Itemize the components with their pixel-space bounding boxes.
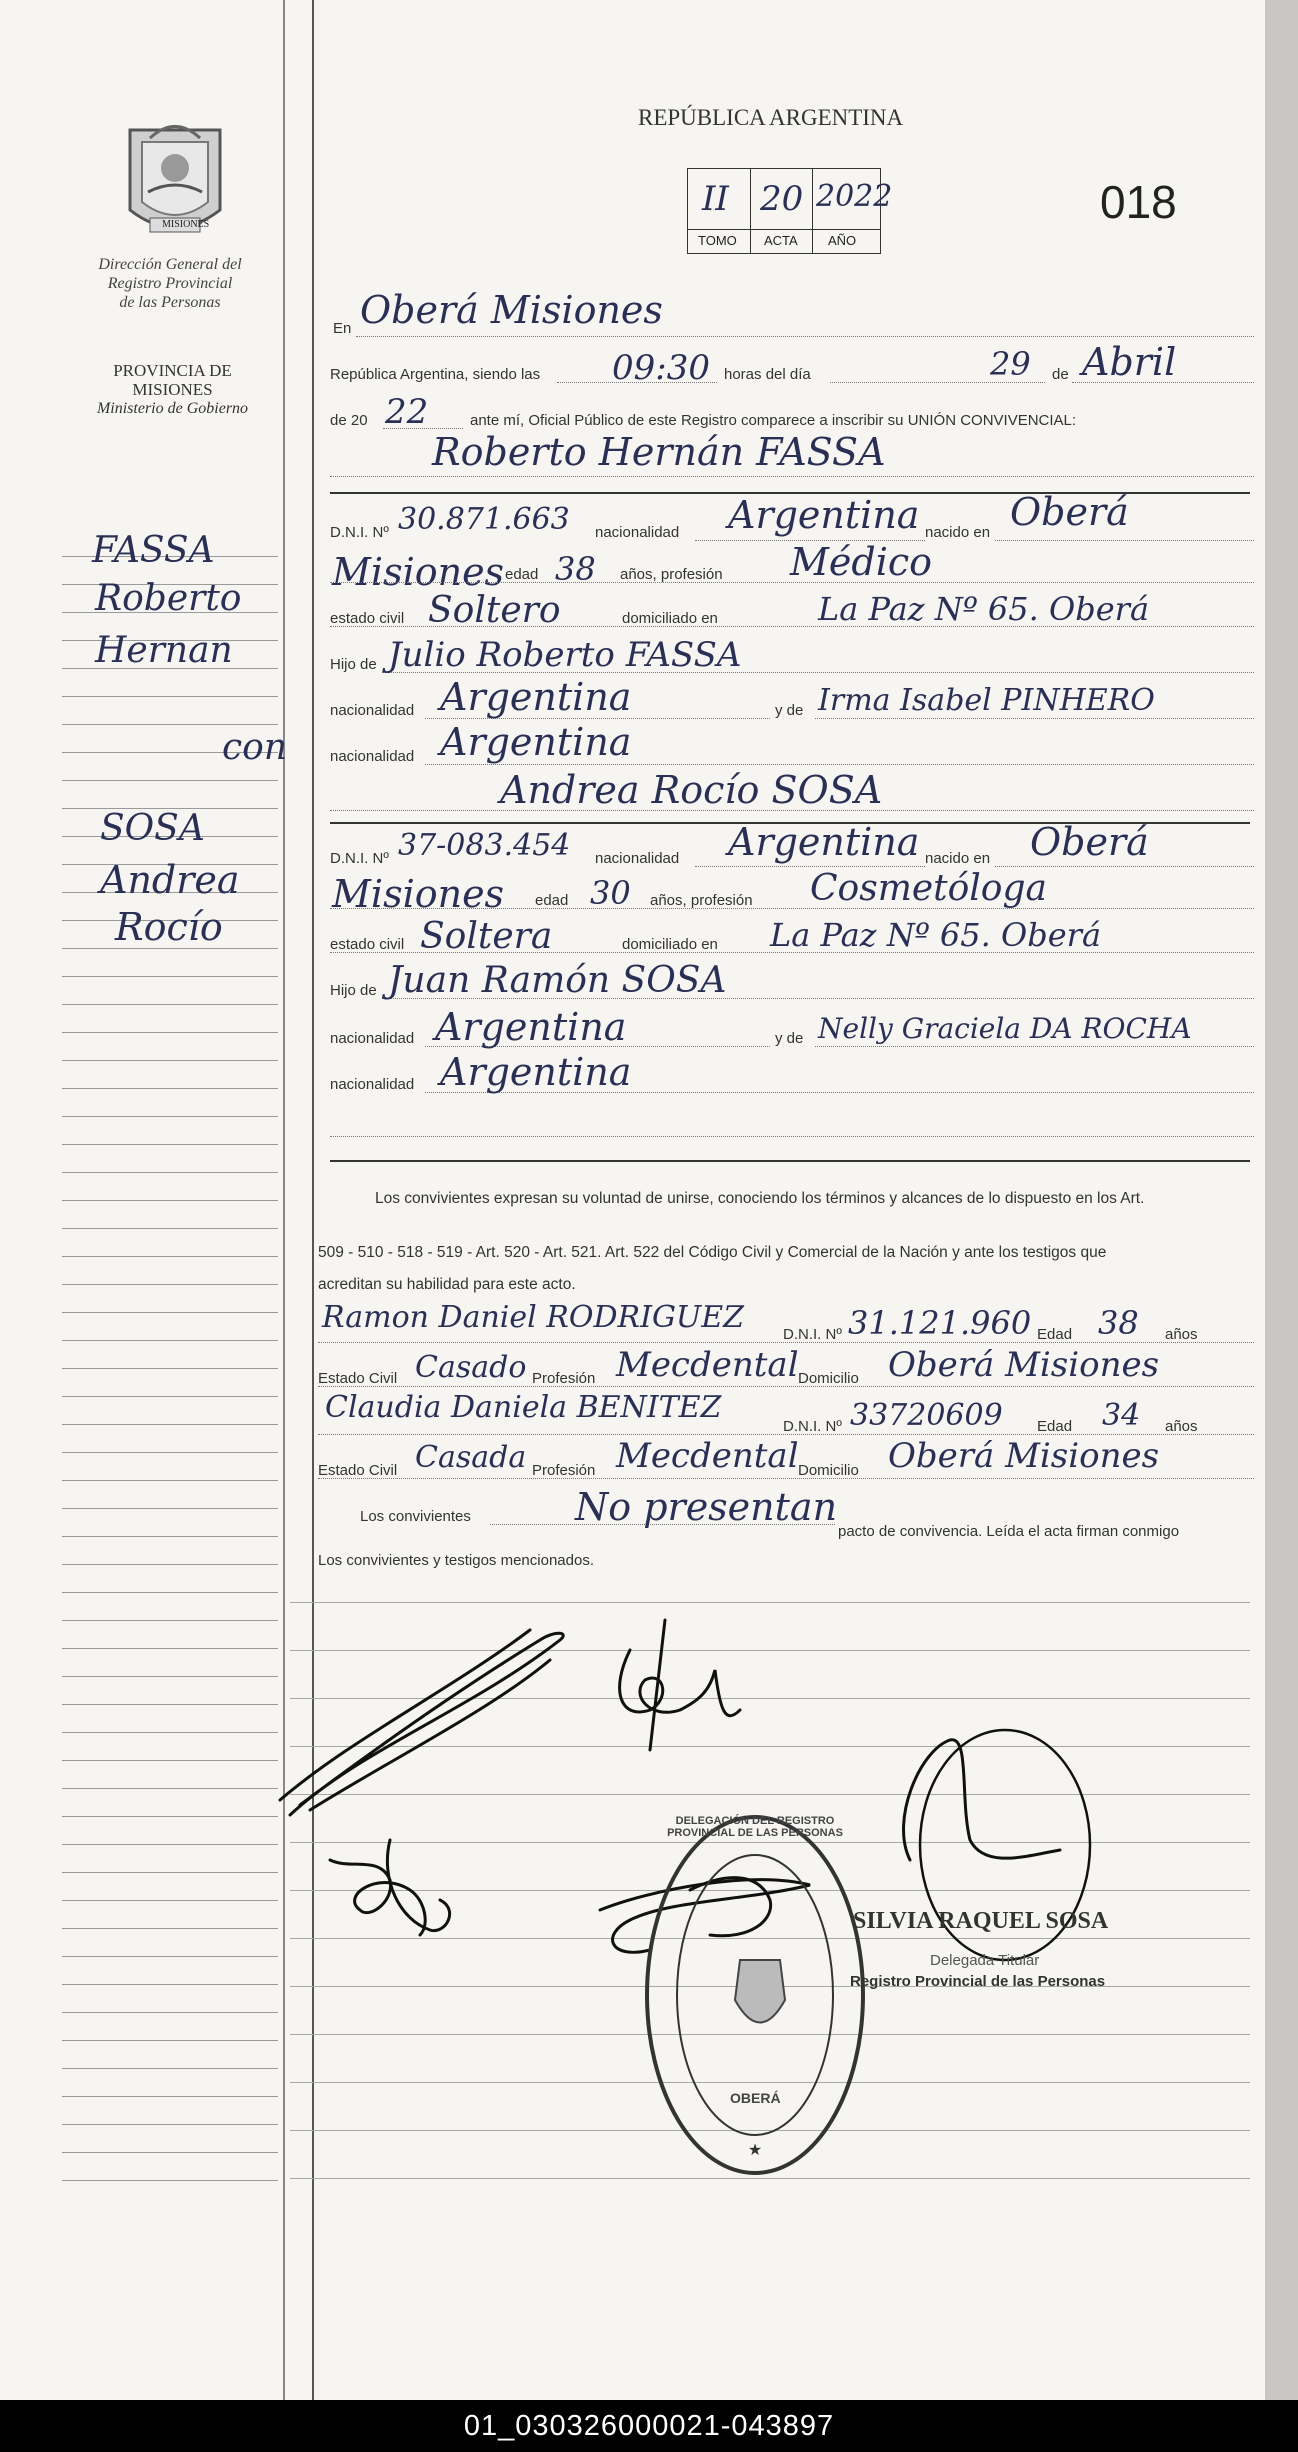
person1-profession: Médico [790,540,933,584]
person2-mother: Nelly Graciela DA ROCHA [818,1012,1192,1045]
acta-label: ACTA [764,233,798,248]
witness-anios-label: años [1165,1326,1198,1343]
witness-dni-label: D.N.I. Nº [783,1418,842,1435]
nacionalidad-label: nacionalidad [595,524,680,541]
margin-rule [62,1620,278,1621]
estado-civil-label: estado civil [330,610,405,627]
margin-rule [62,1564,278,1565]
margin-rule [62,1704,278,1705]
nacido-label: nacido en [925,524,991,541]
witness2-address: Oberá Misiones [888,1436,1160,1476]
person2-civil: Soltera [420,916,553,957]
margin-rule [62,1760,278,1761]
person2-born-in-2: Misiones [332,872,505,916]
witness1-dni: 31.121.960 [848,1304,1032,1342]
nacido-label: nacido en [925,850,991,867]
witness1-name: Ramon Daniel RODRIGUEZ [322,1300,744,1335]
dni-label: D.N.I. Nº [330,850,389,867]
margin-rule [62,2040,278,2041]
pacto-text: pacto de convivencia. Leída el acta firman conmigo [838,1523,1180,1540]
margin-note: Roberto [95,578,242,619]
nacionalidad-label: nacionalidad [330,1030,415,1047]
person1-born-in: Oberá [1010,490,1129,534]
margin-rule [62,1676,278,1677]
dotted-rule [330,1136,1254,1137]
dotted-rule [995,866,1254,867]
witness-dni-label: D.N.I. Nº [783,1326,842,1343]
person1-civil: Soltero [428,590,561,631]
margin-note: con [222,727,288,768]
tomo-acta-anio-box [687,168,893,254]
person1-mother-nationality: Argentina [440,720,632,764]
witness2-age: 34 [1102,1398,1141,1433]
dni-label: D.N.I. Nº [330,524,389,541]
anios-profesion-label: años, profesión [620,566,723,583]
margin-rule [62,1032,278,1033]
ministry-line: Ministerio de Gobierno [96,400,249,417]
province-line: PROVINCIA DE [113,361,232,380]
margin-rule [62,1172,278,1173]
official-role: Delegada Titular [930,1952,1040,1969]
margin-rule [62,1844,278,1845]
margin-note: Rocío [115,905,223,949]
margin-rule [62,1508,278,1509]
margin-rule [62,2152,278,2153]
margin-rule [62,2180,278,2181]
witness2-name: Claudia Daniela BENITEZ [325,1390,722,1425]
witness-domicilio-label: Domicilio [798,1462,859,1479]
dotted-rule [318,1478,1254,1479]
margin-note: Andrea [100,858,240,902]
time-value: 09:30 [612,348,710,388]
witness-estado-label: Estado Civil [318,1462,398,1479]
official-name: SILVIA RAQUEL SOSA [853,1908,1109,1934]
tomo-label: TOMO [698,233,737,248]
witness-estado-label: Estado Civil [318,1370,398,1387]
anio-label: AÑO [828,233,857,248]
person2-mother-nationality: Argentina [440,1050,632,1094]
margin-rule [62,1256,278,1257]
province-line: MISIONES [132,380,213,399]
margin-rule [62,1648,278,1649]
final-text: Los convivientes y testigos mencionados. [318,1552,594,1569]
official-org: Registro Provincial de las Personas [850,1973,1106,1990]
margin-rule [62,696,278,697]
margin-rule [62,2096,278,2097]
person2-dni: 37-083.454 [398,828,571,863]
witness1-age: 38 [1098,1304,1139,1342]
witness-profesion-label: Profesión [532,1370,596,1387]
margin-rule [62,1452,278,1453]
witness-domicilio-label: Domicilio [798,1370,859,1387]
dotted-rule [425,764,1254,765]
margin-rule [62,1200,278,1201]
margin-rule [62,976,278,977]
comparece-text: ante mí, Oficial Público de este Registro comparece a inscribir su UNIÓN CONVIVENCIAL: [470,412,1077,429]
dotted-rule [695,866,925,867]
seal-city: OBERÁ [730,2090,781,2106]
issuer-block [70,255,270,312]
en-label: En [333,320,352,337]
margin-note: Hernan [95,630,233,671]
person1-address: La Paz Nº 65. Oberá [818,590,1150,628]
margin-rule [62,1368,278,1369]
margin-rule [62,724,278,725]
margin-rule [62,1144,278,1145]
estado-civil-label: estado civil [330,936,405,953]
anios-profesion-label: años, profesión [650,892,753,909]
person2-name: Andrea Rocío SOSA [500,768,883,812]
margin-rule [62,1088,278,1089]
dotted-rule [815,1046,1254,1047]
margin-rule [62,1732,278,1733]
seal-ring-text: DELEGACIÓN DEL REGISTRO PROVINCIAL DE LAS PERSONAS [667,1815,843,1839]
nacionalidad-label: nacionalidad [330,702,415,719]
month-value: Abril [1082,340,1177,384]
person1-name: Roberto Hernán FASSA [432,430,886,474]
province-block [60,361,285,418]
de-label: de [1052,366,1069,383]
person2-father: Juan Ramón SOSA [388,960,727,1001]
person2-profession: Cosmetóloga [810,868,1047,909]
margin-note: FASSA [92,530,215,571]
margin-rule [62,2012,278,2013]
dotted-rule [318,1434,1254,1435]
edad-label: edad [535,892,569,909]
margin-rule [62,1592,278,1593]
paragraph-line: Los convivientes expresan su voluntad de unirse, conociendo los términos y alcances de lo dispuesto en los Art. [375,1190,1145,1207]
page-edge [1265,0,1298,2400]
margin-rule [62,1424,278,1425]
seal-caption: MISIONES [162,219,210,230]
person1-dni: 30.871.663 [398,502,570,537]
dotted-rule [318,1342,1254,1343]
margin-rule [62,2068,278,2069]
convivientes-label: Los convivientes [360,1508,471,1525]
yde-label: y de [775,702,804,719]
issuer-line: de las Personas [119,294,221,311]
witness2-profession: Mecdental [616,1436,799,1476]
issuer-line: Registro Provincial [107,275,233,292]
margin-rule [62,1900,278,1901]
act-number: 018 [1100,176,1177,228]
witness-edad-label: Edad [1037,1418,1073,1435]
margin-rule [62,1228,278,1229]
witness-edad-label: Edad [1037,1326,1073,1343]
horas-label: horas del día [724,366,811,383]
person2-nationality: Argentina [728,820,920,864]
margin-rule [62,1284,278,1285]
margin-rule [62,1116,278,1117]
anio-value: 2022 [816,179,893,214]
dotted-rule [815,718,1254,719]
margin-rule [62,1004,278,1005]
place-value: Oberá Misiones [360,288,663,332]
tomo-value: II [702,179,729,219]
hijo-label: Hijo de [330,656,377,673]
margin-rule [62,1956,278,1957]
person1-nationality: Argentina [728,493,920,537]
person1-mother: Irma Isabel PINHERO [818,683,1155,718]
person1-father-nationality: Argentina [440,675,632,719]
person1-age: 38 [555,550,596,588]
day-value: 29 [990,345,1031,383]
margin-rule [62,1480,278,1481]
dotted-rule [995,540,1254,541]
dotted-rule [330,476,1254,477]
nacionalidad-label: nacionalidad [330,748,415,765]
margin-rule [62,1984,278,1985]
paragraph-line: acreditan su habilidad para este acto. [318,1276,576,1293]
year-value: 22 [385,392,429,432]
svg-text:★: ★ [747,2142,763,2159]
issuer-line: Dirección General del [98,256,242,273]
witness-profesion-label: Profesión [532,1462,596,1479]
margin-rule [62,780,278,781]
witness1-address: Oberá Misiones [888,1345,1160,1385]
year-prefix: de 20 [330,412,368,429]
dotted-rule [356,336,1254,337]
nacionalidad-label: nacionalidad [330,1076,415,1093]
siendo-label: República Argentina, siendo las [330,366,541,383]
witness-anios-label: años [1165,1418,1198,1435]
dotted-rule [330,908,1254,909]
witness1-profession: Mecdental [616,1345,799,1385]
margin-rule [62,1060,278,1061]
domiciliado-label: domiciliado en [622,936,718,953]
person2-born-in: Oberá [1030,820,1149,864]
scan-footer [0,2400,1298,2452]
margin-rule [62,1396,278,1397]
margin-note: SOSA [100,808,205,849]
acta-value: 20 [760,179,804,219]
yde-label: y de [775,1030,804,1047]
paragraph-line: 509 - 510 - 518 - 519 - Art. 520 - Art. 521. Art. 522 del Código Civil y Comercial de la Nación y ante los testigos que [318,1244,1107,1261]
section-rule [330,1160,1250,1162]
scan-code: 01_030326000021-043897 [463,2410,835,2442]
domiciliado-label: domiciliado en [622,610,718,627]
pacto-value: No presentan [575,1485,838,1529]
witness1-civil: Casado [415,1350,527,1385]
witness2-dni: 33720609 [850,1398,1003,1433]
person1-father: Julio Roberto FASSA [388,635,742,675]
person1-born-in-2: Misiones [332,550,505,594]
person2-address: La Paz Nº 65. Oberá [770,916,1102,954]
margin-rule [62,1872,278,1873]
margin-rule [62,1312,278,1313]
hijo-label: Hijo de [330,982,377,999]
margin-rule [62,1928,278,1929]
margin-rule [62,1340,278,1341]
nacionalidad-label: nacionalidad [595,850,680,867]
edad-label: edad [505,566,539,583]
document-heading: REPÚBLICA ARGENTINA [638,105,904,130]
registry-round-seal-icon [640,1810,870,2180]
margin-rule [62,1788,278,1789]
margin-rule [62,1536,278,1537]
dotted-rule [318,1386,1254,1387]
person2-age: 30 [590,874,631,912]
person2-father-nationality: Argentina [435,1005,627,1049]
witness2-civil: Casada [415,1440,527,1475]
margin-rule [62,1816,278,1817]
margin-rule [62,2124,278,2125]
